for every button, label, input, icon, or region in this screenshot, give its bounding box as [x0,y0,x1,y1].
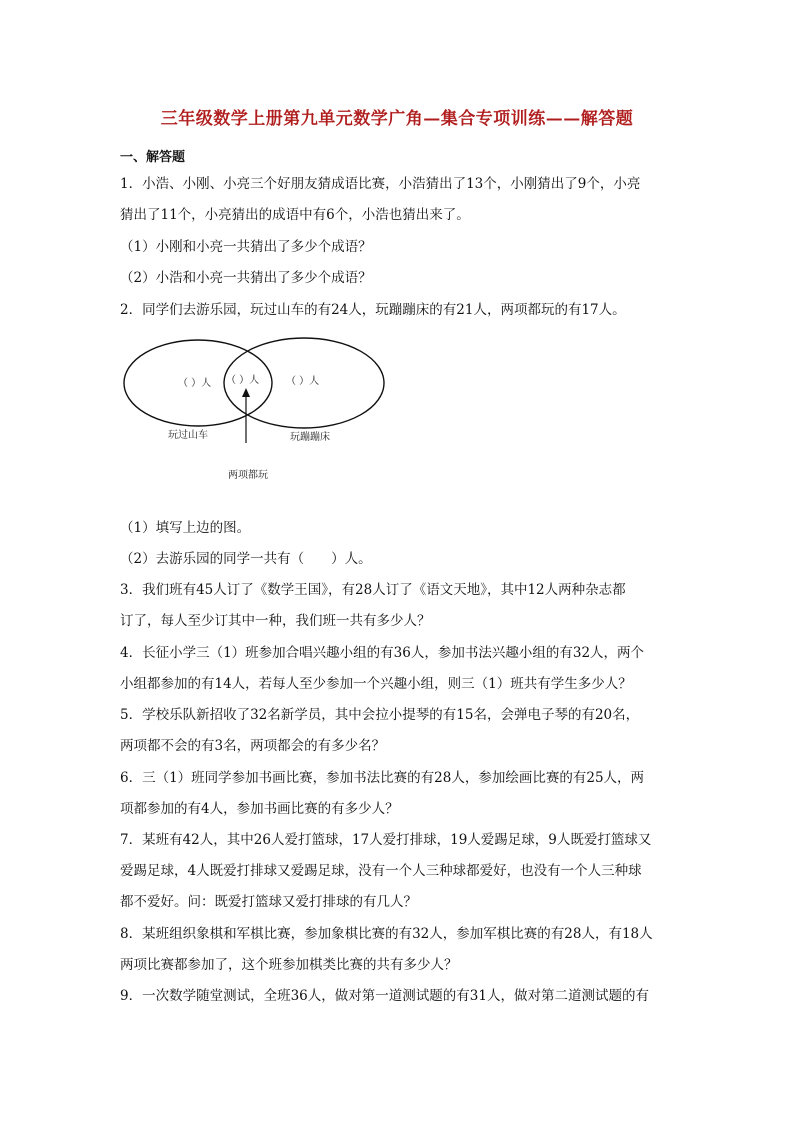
arrow-head [242,388,250,397]
question-7-line-3: 都不爱好。问：既爱打篮球又爱打排球的有几人？ [120,894,417,910]
question-6-line-1: 6．三（1）班同学参加书画比赛，参加书法比赛的有28人，参加绘画比赛的有25人，两 [120,770,645,786]
question-2-part-1: （1）填写上边的图。 [120,520,251,536]
section-heading: 一、解答题 [120,150,186,165]
question-9-line-1: 9．一次数学随堂测试，全班36人，做对第一道测试题的有31人，做对第二道测试题的有 [120,988,649,1004]
question-1-part-1: （1）小刚和小亮一共猜出了多少个成语？ [120,239,372,255]
question-4-line-1: 4．长征小学三（1）班参加合唱兴趣小组的有36人，参加书法兴趣小组的有32人，两个 [120,645,645,661]
venn-middle-label: （ ）人 [226,375,260,386]
question-5-line-2: 两项都不会的有3名，两项都会的有多少名？ [120,738,386,754]
question-1-part-2: （2）小浩和小亮一共猜出了多少个成语？ [120,270,372,286]
question-2-part-2: （2）去游乐园的同学一共有（ ）人。 [120,551,372,567]
venn-right-caption: 玩蹦蹦床 [290,432,330,443]
venn-right-label: （ ）人 [286,376,320,387]
question-3-line-2: 订了，每人至少订其中一种，我们班一共有多少人？ [120,613,431,629]
question-2-line-1: 2．同学们去游乐园，玩过山车的有24人，玩蹦蹦床的有21人，两项都玩的有17人。 [120,302,626,318]
question-3-line-1: 3．我们班有45人订了《数学王国》，有28人订了《语文天地》，其中12人两种杂志都 [120,582,626,598]
question-4-line-2: 小组都参加的有14人，若每人至少参加一个兴趣小组，则三（1）班共有学生多少人？ [120,676,632,692]
venn-left-caption: 玩过山车 [168,430,208,441]
question-6-line-2: 项都参加的有4人，参加书画比赛的有多少人？ [120,801,399,817]
question-7-line-2: 爱踢足球，4人既爱打排球又爱踢足球，没有一个人三种球都爱好，也没有一个人三种球 [120,863,642,879]
venn-diagram [118,335,398,495]
question-7-line-1: 7．某班有42人，其中26人爱打篮球，17人爱打排球，19人爱踢足球，9人既爱打篮球又 [120,832,652,848]
page-title: 三年级数学上册第九单元数学广角—集合专项训练——解答题 [160,109,634,129]
question-1-line-2: 猜出了11个，小亮猜出的成语中有6个，小浩也猜出来了。 [120,207,470,223]
venn-left-label: （ ）人 [178,378,212,389]
venn-arrow-caption: 两项都玩 [228,470,268,481]
question-8-line-1: 8．某班组织象棋和军棋比赛，参加象棋比赛的有32人，参加军棋比赛的有28人，有18人 [120,926,653,942]
question-5-line-1: 5．学校乐队新招收了32名新学员，其中会拉小提琴的有15名，会弹电子琴的有20名， [120,707,640,723]
question-8-line-2: 两项比赛都参加了，这个班参加棋类比赛的共有多少人？ [120,957,458,973]
question-1-line-1: 1．小浩、小刚、小亮三个好朋友猜成语比赛，小浩猜出了13个，小刚猜出了9个，小亮 [120,176,641,192]
